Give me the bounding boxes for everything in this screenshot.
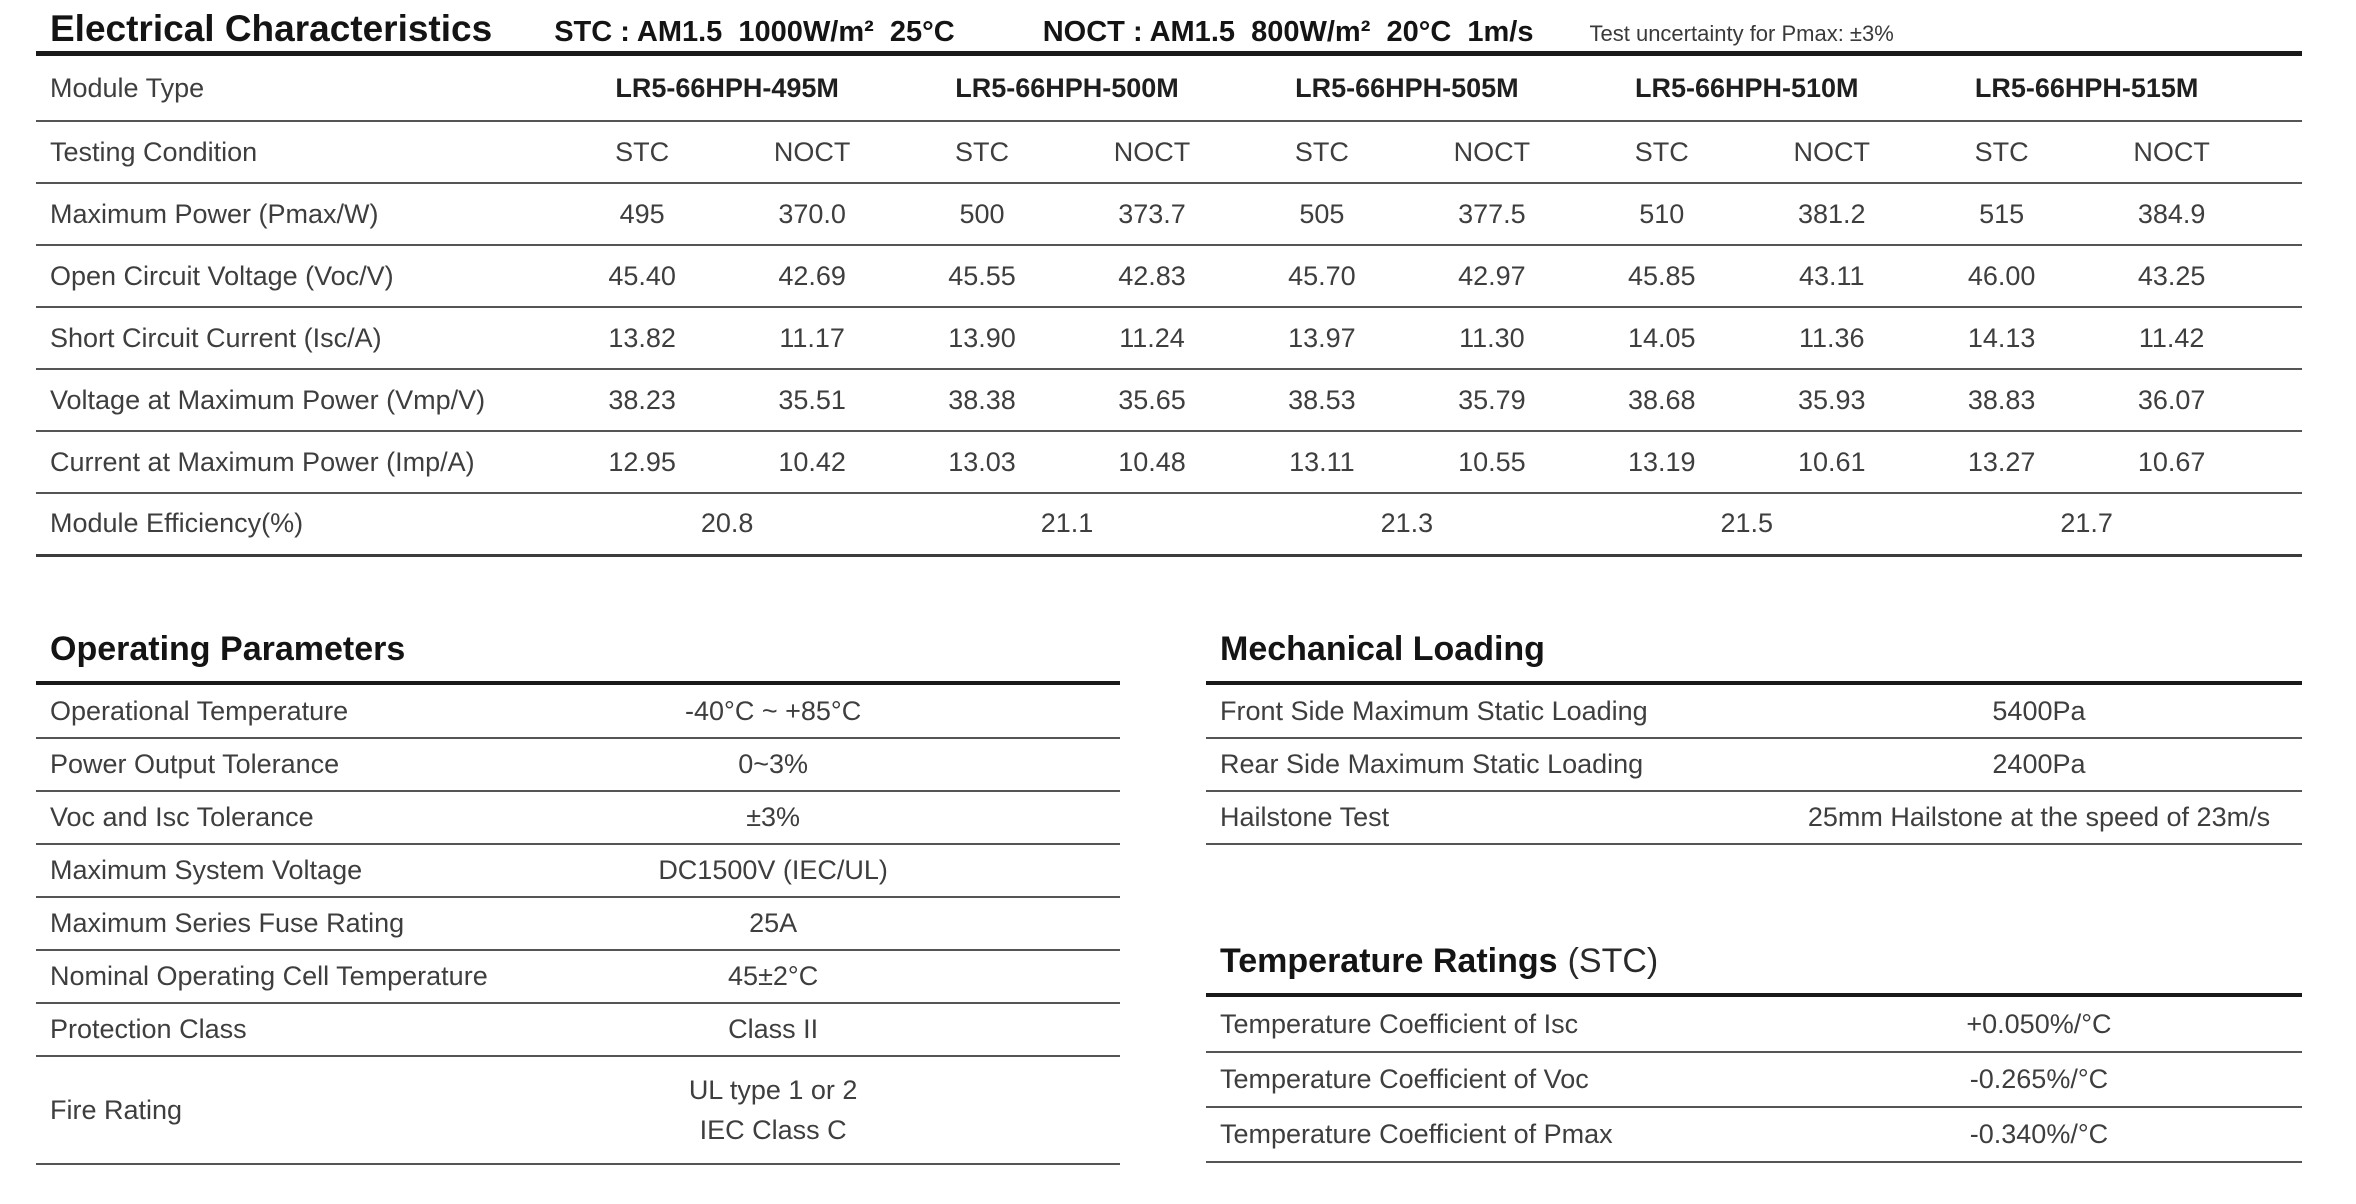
row-label: Testing Condition xyxy=(36,121,557,183)
value-cell: 11.36 xyxy=(1747,307,1917,369)
value-cell: 42.97 xyxy=(1407,245,1577,307)
mechanical-loading-table xyxy=(1206,685,2302,845)
max-power-row xyxy=(36,183,2302,245)
mechanical-loading-header xyxy=(1206,630,2302,685)
row-value: DC1500V (IEC/UL) xyxy=(426,844,1120,897)
fire-rating-row xyxy=(36,1056,1120,1164)
table-row xyxy=(1206,685,2302,738)
row-value: 0~3% xyxy=(426,738,1120,791)
row-value: -0.265%/°C xyxy=(1776,1052,2302,1107)
value-cell: 13.19 xyxy=(1577,431,1747,493)
value-cell: 42.83 xyxy=(1067,245,1237,307)
value-cell: 10.61 xyxy=(1747,431,1917,493)
electrical-title: Electrical Characteristics xyxy=(50,8,493,49)
row-value: Class II xyxy=(426,1003,1120,1056)
temperature-ratings-header xyxy=(1206,942,2302,997)
value-cell: 13.11 xyxy=(1237,431,1407,493)
value-cell: 13.90 xyxy=(897,307,1067,369)
value-cell: 370.0 xyxy=(727,183,897,245)
temperature-ratings-title: Temperature Ratings xyxy=(1220,942,1558,980)
value-cell: 505 xyxy=(1237,183,1407,245)
row-value: -40°C ~ +85°C xyxy=(426,685,1120,738)
row-value: 5400Pa xyxy=(1776,685,2302,738)
row-label: Current at Maximum Power (Imp/A) xyxy=(36,431,557,493)
fire-rating-line-2: IEC Class C xyxy=(699,1115,847,1145)
row-label: Front Side Maximum Static Loading xyxy=(1206,685,1776,738)
mechanical-loading-section xyxy=(1206,630,2302,845)
current-max-power-row xyxy=(36,431,2302,493)
row-label: Protection Class xyxy=(36,1003,426,1056)
row-label: Voc and Isc Tolerance xyxy=(36,791,426,844)
row-label: Nominal Operating Cell Temperature xyxy=(36,950,426,1003)
value-cell: 515 xyxy=(1917,183,2087,245)
value-cell: 500 xyxy=(897,183,1067,245)
spacer-cell xyxy=(2257,431,2302,493)
row-label: Module Type xyxy=(36,56,557,121)
efficiency-value: 21.1 xyxy=(897,493,1237,555)
row-label: Maximum System Voltage xyxy=(36,844,426,897)
value-cell: 13.03 xyxy=(897,431,1067,493)
electrical-characteristics-section xyxy=(36,8,2302,557)
efficiency-value: 21.3 xyxy=(1237,493,1577,555)
module-type-row xyxy=(36,56,2302,121)
operating-parameters-section xyxy=(36,630,1120,1165)
row-value: -0.340%/°C xyxy=(1776,1107,2302,1162)
module-name: LR5-66HPH-505M xyxy=(1237,56,1577,121)
row-label: Module Efficiency(%) xyxy=(36,493,557,555)
table-row xyxy=(36,738,1120,791)
value-cell: 36.07 xyxy=(2087,369,2257,431)
spacer-cell xyxy=(2257,183,2302,245)
module-name: LR5-66HPH-515M xyxy=(1917,56,2257,121)
row-value: +0.050%/°C xyxy=(1776,997,2302,1052)
operating-parameters-table xyxy=(36,685,1120,1165)
table-row xyxy=(1206,1052,2302,1107)
spacer-cell xyxy=(2257,56,2302,121)
value-cell: 35.93 xyxy=(1747,369,1917,431)
row-label: Short Circuit Current (Isc/A) xyxy=(36,307,557,369)
value-cell: 43.25 xyxy=(2087,245,2257,307)
value-cell: 13.82 xyxy=(557,307,727,369)
value-cell: 11.42 xyxy=(2087,307,2257,369)
table-row xyxy=(36,791,1120,844)
value-cell: 11.30 xyxy=(1407,307,1577,369)
condition-header: STC xyxy=(1577,121,1747,183)
value-cell: 11.24 xyxy=(1067,307,1237,369)
value-cell: 35.65 xyxy=(1067,369,1237,431)
row-label: Voltage at Maximum Power (Vmp/V) xyxy=(36,369,557,431)
table-row xyxy=(1206,738,2302,791)
condition-header: NOCT xyxy=(1407,121,1577,183)
module-name: LR5-66HPH-495M xyxy=(557,56,897,121)
condition-header: STC xyxy=(1237,121,1407,183)
row-value: 25mm Hailstone at the speed of 23m/s xyxy=(1776,791,2302,844)
condition-header: STC xyxy=(897,121,1067,183)
spacer-cell xyxy=(2257,245,2302,307)
efficiency-value: 20.8 xyxy=(557,493,897,555)
row-label: Rear Side Maximum Static Loading xyxy=(1206,738,1776,791)
temperature-ratings-table xyxy=(1206,997,2302,1163)
stc-test-condition: STC : AM1.5 1000W/m² 25°C xyxy=(554,16,955,48)
value-cell: 10.48 xyxy=(1067,431,1237,493)
short-circuit-current-row xyxy=(36,307,2302,369)
value-cell: 10.55 xyxy=(1407,431,1577,493)
value-cell: 13.97 xyxy=(1237,307,1407,369)
row-value: 25A xyxy=(426,897,1120,950)
spacer-cell xyxy=(2257,121,2302,183)
value-cell: 495 xyxy=(557,183,727,245)
row-label: Maximum Series Fuse Rating xyxy=(36,897,426,950)
value-cell: 45.85 xyxy=(1577,245,1747,307)
value-cell: 43.11 xyxy=(1747,245,1917,307)
table-row xyxy=(1206,791,2302,844)
value-cell: 38.38 xyxy=(897,369,1067,431)
fire-rating-line-1: UL type 1 or 2 xyxy=(688,1075,858,1105)
condition-header: NOCT xyxy=(1747,121,1917,183)
value-cell: 510 xyxy=(1577,183,1747,245)
condition-header: STC xyxy=(557,121,727,183)
noct-test-condition: NOCT : AM1.5 800W/m² 20°C 1m/s xyxy=(1042,16,1534,48)
electrical-table xyxy=(36,56,2302,557)
table-row xyxy=(36,1003,1120,1056)
value-cell: 10.67 xyxy=(2087,431,2257,493)
spacer-cell xyxy=(2257,307,2302,369)
value-cell: 13.27 xyxy=(1917,431,2087,493)
value-cell: 11.17 xyxy=(727,307,897,369)
temperature-ratings-title-suffix: (STC) xyxy=(1567,942,1659,980)
value-cell: 42.69 xyxy=(727,245,897,307)
spacer-cell xyxy=(2257,369,2302,431)
temperature-ratings-section xyxy=(1206,942,2302,1163)
pmax-uncertainty-note: Test uncertainty for Pmax: ±3% xyxy=(1589,21,1894,46)
row-value: ±3% xyxy=(426,791,1120,844)
value-cell: 45.40 xyxy=(557,245,727,307)
row-label: Operational Temperature xyxy=(36,685,426,738)
value-cell: 384.9 xyxy=(2087,183,2257,245)
condition-header: NOCT xyxy=(727,121,897,183)
condition-header: NOCT xyxy=(1067,121,1237,183)
module-name: LR5-66HPH-510M xyxy=(1577,56,1917,121)
condition-header: NOCT xyxy=(2087,121,2257,183)
operating-parameters-title: Operating Parameters xyxy=(50,630,406,668)
value-cell: 35.51 xyxy=(727,369,897,431)
row-label: Maximum Power (Pmax/W) xyxy=(36,183,557,245)
efficiency-value: 21.7 xyxy=(1917,493,2257,555)
value-cell: 12.95 xyxy=(557,431,727,493)
row-value xyxy=(426,1056,1120,1164)
electrical-header xyxy=(36,8,2302,56)
value-cell: 14.05 xyxy=(1577,307,1747,369)
mechanical-loading-title: Mechanical Loading xyxy=(1220,630,1545,668)
operating-parameters-header xyxy=(36,630,1120,685)
value-cell: 38.83 xyxy=(1917,369,2087,431)
row-label: Fire Rating xyxy=(36,1056,426,1164)
value-cell: 10.42 xyxy=(727,431,897,493)
value-cell: 45.70 xyxy=(1237,245,1407,307)
value-cell: 38.53 xyxy=(1237,369,1407,431)
row-label: Temperature Coefficient of Isc xyxy=(1206,997,1776,1052)
row-label: Open Circuit Voltage (Voc/V) xyxy=(36,245,557,307)
row-value: 2400Pa xyxy=(1776,738,2302,791)
value-cell: 381.2 xyxy=(1747,183,1917,245)
spacer-cell xyxy=(2257,493,2302,555)
row-label: Temperature Coefficient of Voc xyxy=(1206,1052,1776,1107)
table-row xyxy=(1206,1107,2302,1162)
module-efficiency-row xyxy=(36,493,2302,555)
table-row xyxy=(36,685,1120,738)
value-cell: 14.13 xyxy=(1917,307,2087,369)
module-name: LR5-66HPH-500M xyxy=(897,56,1237,121)
table-row xyxy=(36,950,1120,1003)
value-cell: 373.7 xyxy=(1067,183,1237,245)
efficiency-value: 21.5 xyxy=(1577,493,1917,555)
condition-header: STC xyxy=(1917,121,2087,183)
testing-condition-row xyxy=(36,121,2302,183)
value-cell: 38.23 xyxy=(557,369,727,431)
row-value: 45±2°C xyxy=(426,950,1120,1003)
value-cell: 46.00 xyxy=(1917,245,2087,307)
table-row xyxy=(36,844,1120,897)
value-cell: 38.68 xyxy=(1577,369,1747,431)
value-cell: 45.55 xyxy=(897,245,1067,307)
table-row xyxy=(1206,997,2302,1052)
row-label: Temperature Coefficient of Pmax xyxy=(1206,1107,1776,1162)
open-circuit-voltage-row xyxy=(36,245,2302,307)
voltage-max-power-row xyxy=(36,369,2302,431)
value-cell: 35.79 xyxy=(1407,369,1577,431)
row-label: Power Output Tolerance xyxy=(36,738,426,791)
value-cell: 377.5 xyxy=(1407,183,1577,245)
table-row xyxy=(36,897,1120,950)
row-label: Hailstone Test xyxy=(1206,791,1776,844)
